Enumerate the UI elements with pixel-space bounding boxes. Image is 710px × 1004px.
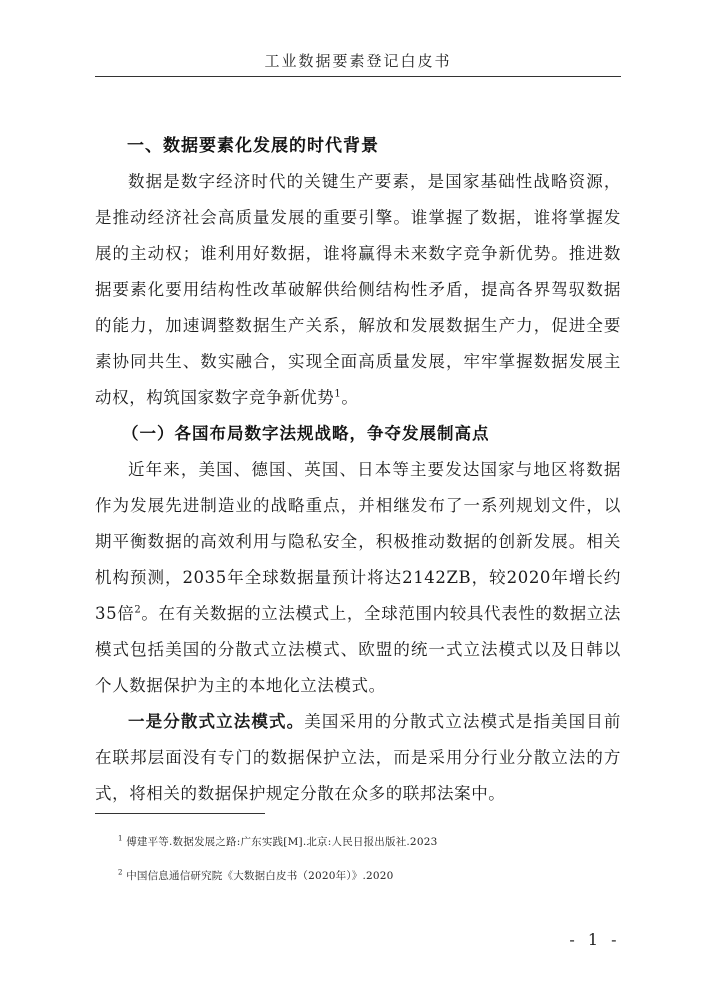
body-content bbox=[95, 128, 621, 812]
subsection-heading: （一）各国布局数字法规战略，争夺发展制高点 bbox=[122, 424, 490, 443]
footnote-2-text: 中国信息通信研究院《大数据白皮书（2020年）》.2020 bbox=[126, 870, 394, 882]
paragraph-3-text: 美国采用的分散式立法模式是指美国目前在联邦层面没有专门的数据保护立法，而是采用分行业分散立法的方式，将相关的数据保护规定分散在众多的联邦法案中。 bbox=[95, 712, 621, 803]
paragraph-1-text: 数据是数字经济时代的关键生产要素，是国家基础性战略资源，是推动经济社会高质量发展的重要引擎。谁掌握了数据，谁将掌握发展的主动权；谁利用好数据，谁将赢得未来数字竞争新优势。推进数据要素化要用结构性改革破解供给侧结构性矛盾，提高各界驾驭数据的能力，加速调整数据生产关系，解放和发展数据生产力，促进全要素协同共生、数实融合，实现全面高质量发展，牢牢掌握数据发展主动权，构筑国家数字竞争新优势 bbox=[95, 172, 621, 407]
footnote-2-marker: 2 bbox=[118, 868, 123, 877]
paragraph-3 bbox=[95, 704, 621, 812]
footnote-rule bbox=[95, 813, 265, 814]
footnote-ref-2[interactable]: 2 bbox=[134, 604, 142, 616]
paragraph-1 bbox=[95, 164, 621, 416]
paragraph-1-end: 。 bbox=[341, 388, 359, 407]
footnote-1-marker: 1 bbox=[118, 834, 123, 843]
paragraph-2-text-before: 近年来，美国、德国、英国、日本等主要发达国家与地区将数据作为发展先进制造业的战略重点，并相继发布了一系列规划文件，以期平衡数据的高效利用与隐私安全，积极推动数据的创新发展。相关机构预测，2035年全球数据量预计将达2142ZB，较2020年增长约35倍 bbox=[95, 460, 621, 623]
page-number: - 1 - bbox=[569, 930, 621, 949]
footnote-1-text: 傅建平等.数据发展之路:广东实践[M].北京:人民日报出版社.2023 bbox=[126, 836, 438, 848]
paragraph-2-text-after: 。在有关数据的立法模式上，全球范围内较具代表性的数据立法模式包括美国的分散式立法模式、欧盟的统一式立法模式以及日韩以个人数据保护为主的本地化立法模式。 bbox=[95, 604, 621, 695]
footnote-1 bbox=[118, 834, 437, 849]
paragraph-2 bbox=[95, 452, 621, 704]
running-header: 工业数据要素登记白皮书 bbox=[264, 52, 452, 70]
header-rule bbox=[95, 76, 621, 77]
footnote-ref-1[interactable]: 1 bbox=[334, 388, 342, 400]
paragraph-3-lead: 一是分散式立法模式。 bbox=[128, 712, 305, 731]
footnote-2 bbox=[118, 868, 394, 883]
section-heading: 一、数据要素化发展的时代背景 bbox=[127, 136, 379, 156]
